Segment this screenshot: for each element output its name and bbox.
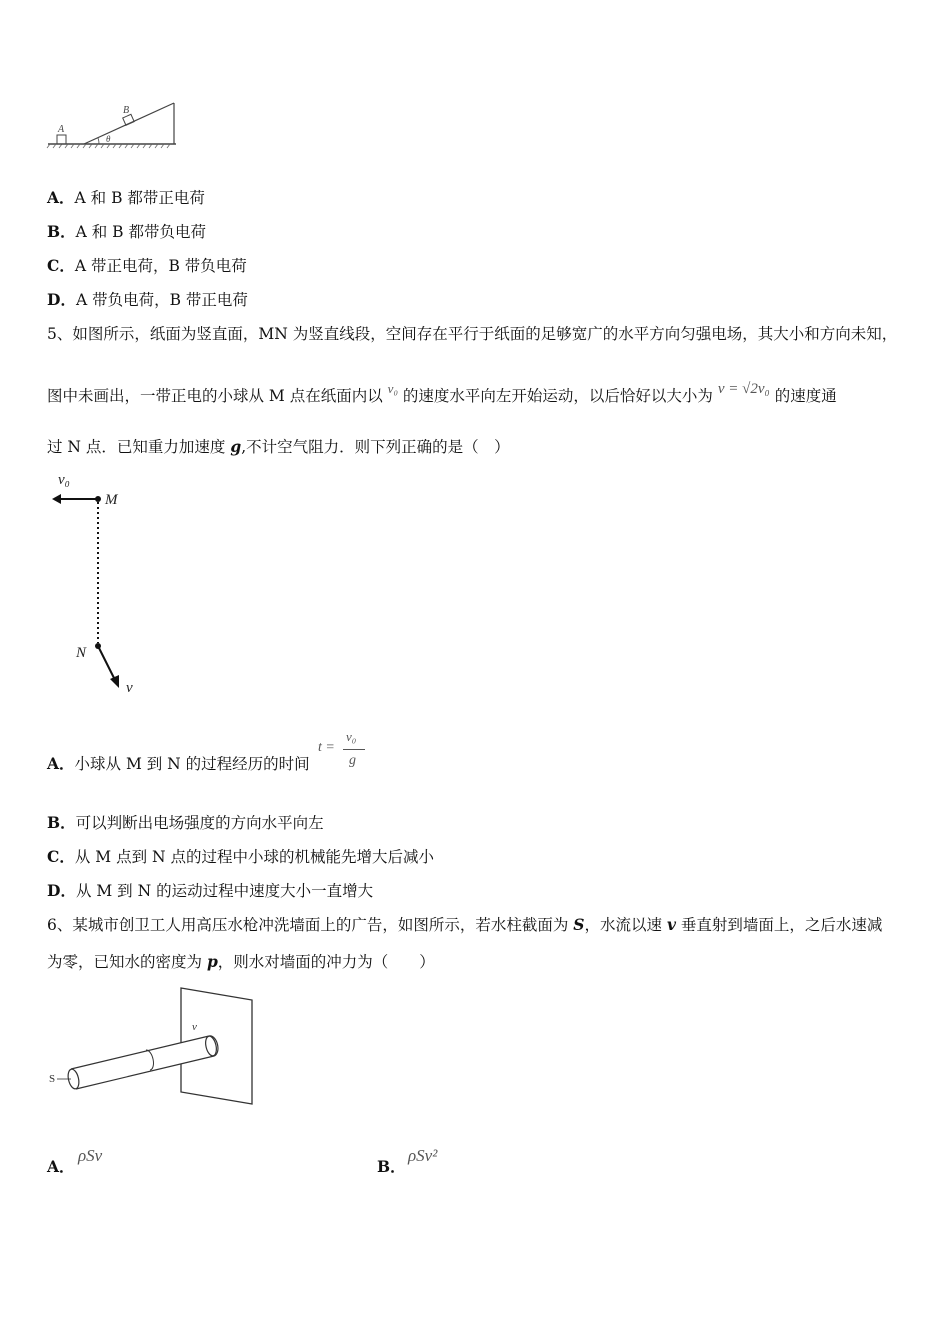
water-gun-figure bbox=[44, 984, 264, 1108]
v-arrow-line bbox=[98, 646, 115, 680]
formula-rho-s-v: ρSv bbox=[78, 1146, 103, 1165]
label-v: v bbox=[126, 680, 133, 696]
time-formula: t = v₀ g bbox=[318, 731, 368, 777]
q6-stem-line2: 为零，已知水的密度为 p，则水对墙面的冲力为（ ） bbox=[47, 952, 435, 971]
label-v0: v₀ bbox=[58, 472, 70, 488]
q5-option-c: C．从 M 点到 N 点的过程中小球的机械能先增大后减小 bbox=[47, 847, 434, 866]
q6-option-a: A． bbox=[47, 1157, 75, 1176]
q4-option-a: A．A 和 B 都带正电荷 bbox=[47, 188, 205, 207]
block-a bbox=[57, 135, 66, 144]
q4-option-d: D．A 带负电荷，B 带正电荷 bbox=[47, 290, 248, 309]
label-theta: θ bbox=[106, 134, 111, 144]
q5-stem-line3: 过 N 点．已知重力加速度 g,不计空气阻力．则下列正确的是（ ） bbox=[47, 437, 510, 456]
label-v-water: v bbox=[192, 1021, 197, 1033]
v-sqrt2-formula: v = √2v₀ bbox=[717, 381, 770, 397]
incline-figure bbox=[44, 98, 184, 150]
q6-option-b: B． bbox=[377, 1157, 406, 1176]
q5-option-a: A．小球从 M 到 N 的过程经历的时间 bbox=[47, 754, 310, 773]
q5-option-b: B．可以判断出电场强度的方向水平向左 bbox=[47, 813, 324, 832]
q6-stem-line1: 6、某城市创卫工人用高压水枪冲洗墙面上的广告，如图所示，若水柱截面为 S，水流以速 v 垂直射到墙面上，之后水速减 bbox=[47, 915, 883, 934]
q4-option-b: B．A 和 B 都带负电荷 bbox=[47, 222, 206, 241]
v0-arrowhead bbox=[52, 494, 61, 504]
q4-option-c: C．A 带正电荷，B 带负电荷 bbox=[47, 256, 247, 275]
label-s: S bbox=[49, 1073, 56, 1085]
label-m: M bbox=[105, 492, 118, 508]
label-n: N bbox=[76, 645, 87, 661]
label-a: A bbox=[58, 124, 65, 135]
label-b: B bbox=[123, 105, 130, 116]
q5-stem-line1: 5、如图所示，纸面为竖直面，MN 为竖直线段，空间存在平行于纸面的足够宽广的水平方向匀强电场，其大小和方向未知， bbox=[47, 325, 898, 343]
formula-rho-s-v-squared: ρSv² bbox=[408, 1146, 438, 1165]
q5-option-d: D．从 M 到 N 的运动过程中速度大小一直增大 bbox=[47, 881, 374, 900]
theta-arc bbox=[98, 138, 99, 144]
mn-figure bbox=[44, 466, 154, 698]
v0-formula: v₀ bbox=[387, 381, 398, 396]
point-m bbox=[95, 496, 101, 502]
q5-stem-line2: 图中未画出，一带正电的小球从 M 点在纸面内以 $^{v_0}$ 的速度水平向左开始运动，以后恰好以大小为 v = √2v₀ 的速度通 bbox=[47, 381, 837, 405]
